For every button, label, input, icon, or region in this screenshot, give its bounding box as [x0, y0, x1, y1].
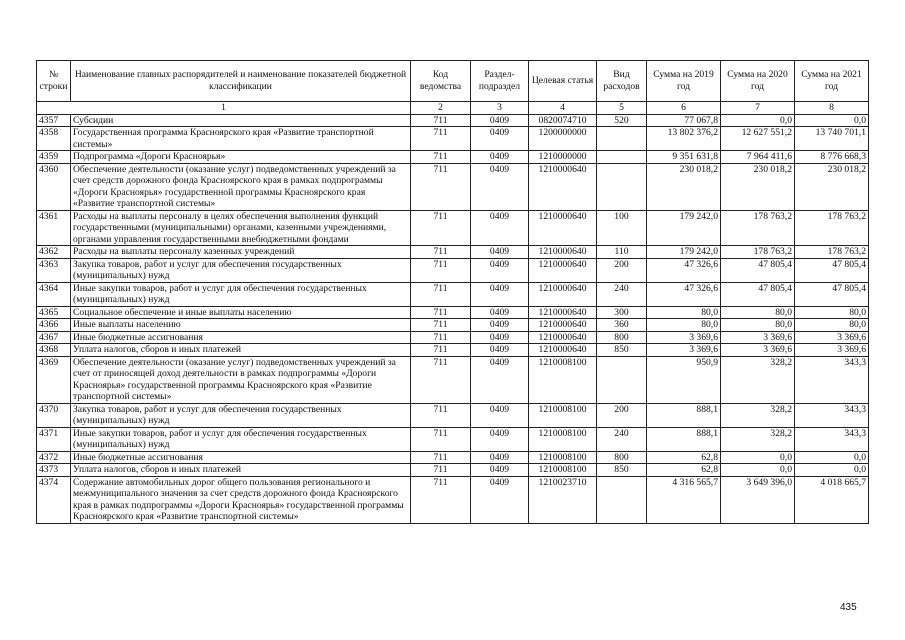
row-sum-2021: 178 763,2 [795, 246, 869, 259]
row-dept-code: 711 [411, 163, 471, 210]
header-name: Наименование главных распорядителей и наименование показателей бюджетной классификации [71, 61, 411, 102]
row-sum-2021: 343,3 [795, 356, 869, 403]
row-dept-code: 711 [411, 319, 471, 332]
row-number: 4365 [37, 306, 71, 319]
row-target-article: 1210000640 [529, 210, 597, 246]
row-number: 4370 [37, 403, 71, 427]
row-expense-kind: 110 [597, 246, 647, 259]
row-expense-kind: 850 [597, 344, 647, 357]
table-row [37, 210, 869, 246]
row-target-article: 1210000640 [529, 344, 597, 357]
column-number-row [37, 102, 869, 115]
row-target-article: 1210008100 [529, 356, 597, 403]
row-sum-2020: 3 369,6 [721, 331, 795, 344]
row-number: 4361 [37, 210, 71, 246]
row-expense-kind: 100 [597, 210, 647, 246]
row-section: 0409 [471, 427, 529, 451]
row-target-article: 1210000640 [529, 331, 597, 344]
row-sum-2021: 80,0 [795, 319, 869, 332]
row-dept-code: 711 [411, 127, 471, 151]
row-section: 0409 [471, 331, 529, 344]
row-section: 0409 [471, 464, 529, 477]
row-number: 4369 [37, 356, 71, 403]
row-sum-2020: 230 018,2 [721, 163, 795, 210]
row-sum-2019: 47 326,6 [647, 258, 721, 282]
row-section: 0409 [471, 258, 529, 282]
row-dept-code: 711 [411, 344, 471, 357]
row-expense-kind [597, 127, 647, 151]
table-row [37, 464, 869, 477]
row-sum-2019: 80,0 [647, 306, 721, 319]
row-target-article: 1210008100 [529, 427, 597, 451]
row-sum-2021: 343,3 [795, 427, 869, 451]
column-number: 1 [37, 102, 411, 115]
row-number: 4372 [37, 451, 71, 464]
row-name: Подпрограмма «Дороги Красноярья» [71, 151, 411, 164]
row-expense-kind: 360 [597, 319, 647, 332]
table-row [37, 114, 869, 127]
row-sum-2020: 3 649 396,0 [721, 476, 795, 523]
row-expense-kind: 300 [597, 306, 647, 319]
row-name: Уплата налогов, сборов и иных платежей [71, 344, 411, 357]
row-section: 0409 [471, 163, 529, 210]
header-target-article: Целевая статья [529, 61, 597, 102]
row-expense-kind [597, 151, 647, 164]
header-section: Раздел-подраздел [471, 61, 529, 102]
row-sum-2020: 178 763,2 [721, 210, 795, 246]
table-row [37, 319, 869, 332]
row-sum-2020: 47 805,4 [721, 258, 795, 282]
budget-table-sheet [36, 60, 869, 524]
row-sum-2019: 13 802 376,2 [647, 127, 721, 151]
row-number: 4373 [37, 464, 71, 477]
row-section: 0409 [471, 344, 529, 357]
row-target-article: 1210000640 [529, 258, 597, 282]
row-sum-2021: 343,3 [795, 403, 869, 427]
row-section: 0409 [471, 114, 529, 127]
row-expense-kind: 200 [597, 258, 647, 282]
row-sum-2019: 950,9 [647, 356, 721, 403]
table-row [37, 356, 869, 403]
row-target-article: 1210008100 [529, 403, 597, 427]
row-name: Иные закупки товаров, работ и услуг для обеспечения государственных (муниципальных) нужд [71, 282, 411, 306]
row-section: 0409 [471, 403, 529, 427]
row-sum-2021: 4 018 665,7 [795, 476, 869, 523]
row-number: 4366 [37, 319, 71, 332]
row-target-article: 1210000640 [529, 282, 597, 306]
row-sum-2019: 179 242,0 [647, 246, 721, 259]
header-sum-2021: Сумма на 2021 год [795, 61, 869, 102]
row-sum-2019: 888,1 [647, 403, 721, 427]
row-name: Государственная программа Красноярского края «Развитие транспортной системы» [71, 127, 411, 151]
table-row [37, 306, 869, 319]
row-number: 4364 [37, 282, 71, 306]
row-number: 4360 [37, 163, 71, 210]
row-sum-2019: 888,1 [647, 427, 721, 451]
row-sum-2020: 80,0 [721, 319, 795, 332]
page-number: 435 [840, 602, 857, 613]
row-dept-code: 711 [411, 476, 471, 523]
row-dept-code: 711 [411, 403, 471, 427]
row-sum-2020: 328,2 [721, 427, 795, 451]
header-sum-2020: Сумма на 2020 год [721, 61, 795, 102]
row-sum-2021: 178 763,2 [795, 210, 869, 246]
row-target-article: 1210000640 [529, 246, 597, 259]
row-sum-2021: 8 776 668,3 [795, 151, 869, 164]
row-name: Иные закупки товаров, работ и услуг для обеспечения государственных (муниципальных) нужд [71, 427, 411, 451]
row-sum-2020: 178 763,2 [721, 246, 795, 259]
column-number: 6 [647, 102, 721, 115]
row-target-article: 1200000000 [529, 127, 597, 151]
row-name: Закупка товаров, работ и услуг для обеспечения государственных (муниципальных) нужд [71, 258, 411, 282]
row-number: 4368 [37, 344, 71, 357]
row-section: 0409 [471, 476, 529, 523]
header-row-number: № строки [37, 61, 71, 102]
row-name: Иные бюджетные ассигнования [71, 331, 411, 344]
row-expense-kind [597, 356, 647, 403]
row-expense-kind [597, 163, 647, 210]
row-expense-kind: 800 [597, 331, 647, 344]
row-target-article: 1210023710 [529, 476, 597, 523]
row-dept-code: 711 [411, 258, 471, 282]
row-target-article: 1210000640 [529, 319, 597, 332]
row-dept-code: 711 [411, 451, 471, 464]
table-row [37, 451, 869, 464]
row-name: Социальное обеспечение и иные выплаты населению [71, 306, 411, 319]
table-row [37, 331, 869, 344]
row-sum-2019: 77 067,8 [647, 114, 721, 127]
row-sum-2019: 3 369,6 [647, 344, 721, 357]
row-expense-kind: 520 [597, 114, 647, 127]
table-row [37, 344, 869, 357]
row-target-article: 1210000000 [529, 151, 597, 164]
table-row [37, 127, 869, 151]
row-target-article: 0820074710 [529, 114, 597, 127]
row-expense-kind: 200 [597, 403, 647, 427]
row-sum-2020: 7 964 411,6 [721, 151, 795, 164]
row-target-article: 1210000640 [529, 306, 597, 319]
row-section: 0409 [471, 306, 529, 319]
row-sum-2021: 13 740 701,1 [795, 127, 869, 151]
column-number: 5 [597, 102, 647, 115]
row-dept-code: 711 [411, 246, 471, 259]
row-target-article: 1210000640 [529, 163, 597, 210]
row-sum-2020: 80,0 [721, 306, 795, 319]
row-sum-2019: 230 018,2 [647, 163, 721, 210]
row-sum-2021: 80,0 [795, 306, 869, 319]
row-sum-2020: 0,0 [721, 451, 795, 464]
row-sum-2019: 9 351 631,8 [647, 151, 721, 164]
row-sum-2020: 0,0 [721, 114, 795, 127]
row-expense-kind: 850 [597, 464, 647, 477]
row-number: 4371 [37, 427, 71, 451]
row-dept-code: 711 [411, 151, 471, 164]
row-sum-2019: 4 316 565,7 [647, 476, 721, 523]
table-row [37, 403, 869, 427]
table-row [37, 163, 869, 210]
table-row [37, 151, 869, 164]
table-body [37, 114, 869, 523]
budget-table [36, 60, 869, 524]
row-sum-2021: 0,0 [795, 114, 869, 127]
row-number: 4358 [37, 127, 71, 151]
row-name: Содержание автомобильных дорог общего пользования регионального и межмуниципального значения за счет средств дорожного фонда Красноярского края в рамках подпрограммы «Дороги Красноярья» государственной программы Красноярского края «Развитие транспортной системы» [71, 476, 411, 523]
row-sum-2020: 328,2 [721, 403, 795, 427]
row-name: Обеспечение деятельности (оказание услуг) подведомственных учреждений за счет от приносящей доход деятельности в рамках подпрограммы «Дороги Красноярья» государственной программы Красноярского края «Развитие транспортной системы» [71, 356, 411, 403]
row-dept-code: 711 [411, 282, 471, 306]
row-section: 0409 [471, 282, 529, 306]
column-number: 3 [471, 102, 529, 115]
row-section: 0409 [471, 451, 529, 464]
row-dept-code: 711 [411, 331, 471, 344]
row-name: Обеспечение деятельности (оказание услуг) подведомственных учреждений за счет средств дорожного фонда Красноярского края в рамках подпрограммы «Дороги Красноярья» государственной программы Красноярского края «Развитие транспортной системы» [71, 163, 411, 210]
row-target-article: 1210008100 [529, 464, 597, 477]
row-expense-kind: 800 [597, 451, 647, 464]
table-row [37, 282, 869, 306]
row-name: Расходы на выплаты персоналу казенных учреждений [71, 246, 411, 259]
row-section: 0409 [471, 356, 529, 403]
row-number: 4362 [37, 246, 71, 259]
row-sum-2019: 62,8 [647, 464, 721, 477]
row-sum-2021: 0,0 [795, 451, 869, 464]
row-expense-kind: 240 [597, 427, 647, 451]
row-name: Расходы на выплаты персоналу в целях обеспечения выполнения функций государственными (муниципальными) органами, казенными учреждениями, органами управления государственными внебюджетными фондами [71, 210, 411, 246]
row-number: 4359 [37, 151, 71, 164]
row-section: 0409 [471, 210, 529, 246]
row-sum-2021: 3 369,6 [795, 331, 869, 344]
row-sum-2019: 62,8 [647, 451, 721, 464]
row-sum-2021: 0,0 [795, 464, 869, 477]
row-dept-code: 711 [411, 427, 471, 451]
header-expense-kind: Вид расходов [597, 61, 647, 102]
row-number: 4363 [37, 258, 71, 282]
row-section: 0409 [471, 319, 529, 332]
row-dept-code: 711 [411, 114, 471, 127]
row-sum-2019: 80,0 [647, 319, 721, 332]
column-number: 7 [721, 102, 795, 115]
row-number: 4367 [37, 331, 71, 344]
row-number: 4357 [37, 114, 71, 127]
row-sum-2020: 0,0 [721, 464, 795, 477]
row-expense-kind: 240 [597, 282, 647, 306]
row-sum-2020: 3 369,6 [721, 344, 795, 357]
row-name: Иные выплаты населению [71, 319, 411, 332]
row-sum-2020: 12 627 551,2 [721, 127, 795, 151]
row-section: 0409 [471, 151, 529, 164]
row-sum-2019: 179 242,0 [647, 210, 721, 246]
header-sum-2019: Сумма на 2019 год [647, 61, 721, 102]
row-dept-code: 711 [411, 356, 471, 403]
row-expense-kind [597, 476, 647, 523]
row-section: 0409 [471, 127, 529, 151]
row-sum-2021: 47 805,4 [795, 282, 869, 306]
row-number: 4374 [37, 476, 71, 523]
column-number: 4 [529, 102, 597, 115]
row-dept-code: 711 [411, 210, 471, 246]
table-row [37, 246, 869, 259]
table-row [37, 476, 869, 523]
row-sum-2021: 230 018,2 [795, 163, 869, 210]
row-sum-2019: 3 369,6 [647, 331, 721, 344]
row-name: Закупка товаров, работ и услуг для обеспечения государственных (муниципальных) нужд [71, 403, 411, 427]
row-dept-code: 711 [411, 306, 471, 319]
row-target-article: 1210008100 [529, 451, 597, 464]
header-dept-code: Код ведомства [411, 61, 471, 102]
row-section: 0409 [471, 246, 529, 259]
row-sum-2021: 3 369,6 [795, 344, 869, 357]
table-row [37, 427, 869, 451]
row-name: Иные бюджетные ассигнования [71, 451, 411, 464]
column-number: 2 [411, 102, 471, 115]
row-dept-code: 711 [411, 464, 471, 477]
row-sum-2021: 47 805,4 [795, 258, 869, 282]
row-sum-2019: 47 326,6 [647, 282, 721, 306]
row-name: Уплата налогов, сборов и иных платежей [71, 464, 411, 477]
header-row [37, 61, 869, 102]
row-sum-2020: 328,2 [721, 356, 795, 403]
table-row [37, 258, 869, 282]
column-number: 8 [795, 102, 869, 115]
row-sum-2020: 47 805,4 [721, 282, 795, 306]
row-name: Субсидии [71, 114, 411, 127]
